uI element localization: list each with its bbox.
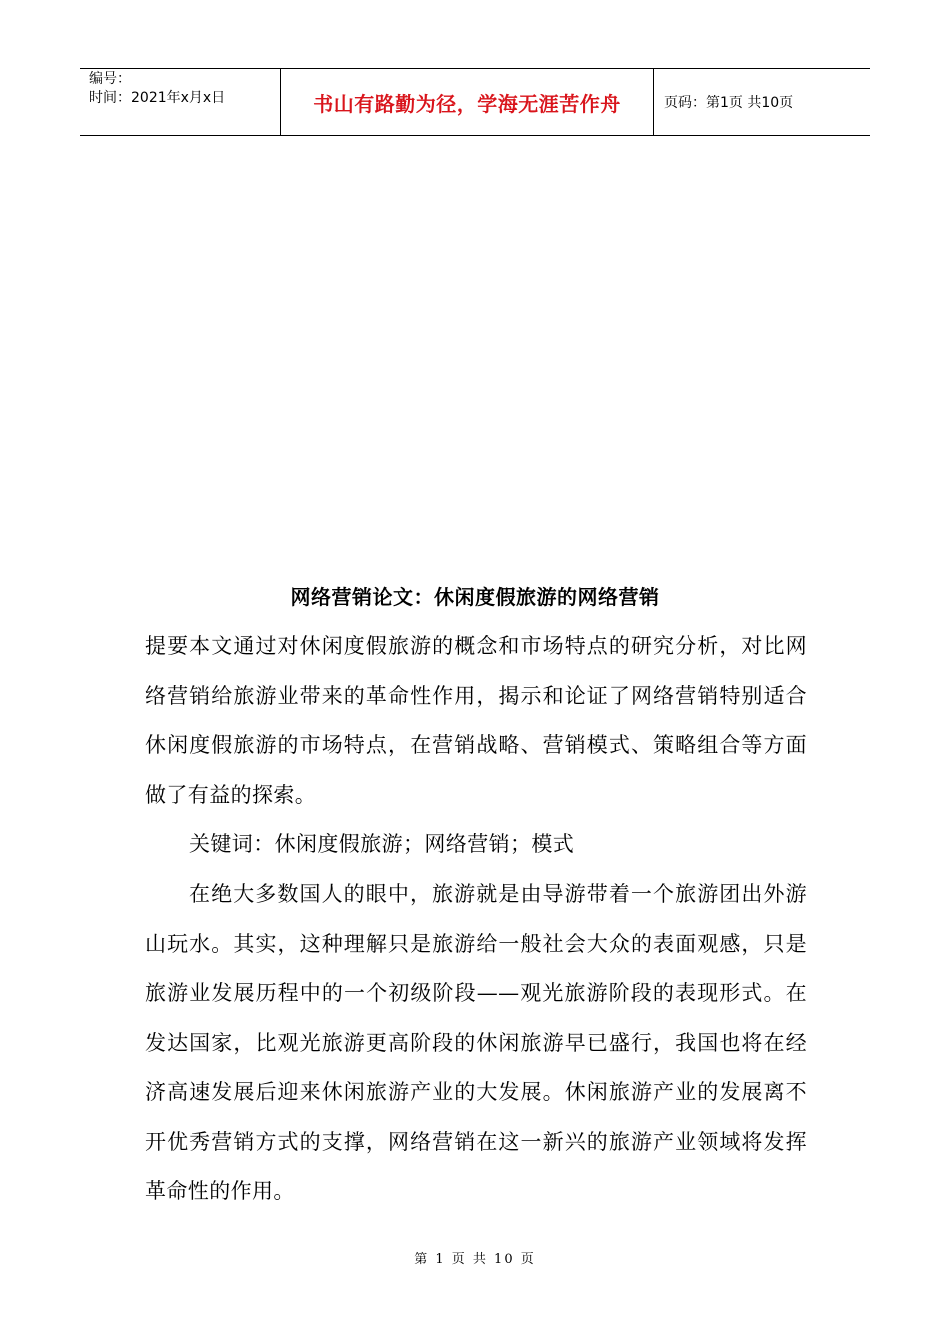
document-time-label: 时间：2021年x月x日: [89, 90, 226, 106]
document-title: 网络营销论文：休闲度假旅游的网络营销: [290, 585, 660, 609]
keywords-paragraph: [145, 820, 807, 870]
header-motto-cell: [281, 69, 654, 135]
abstract-text: 提要本文通过对休闲度假旅游的概念和市场特点的研究分析，对比网络营销给旅游业带来的革命性作用，揭示和论证了网络营销特别适合休闲度假旅游的市场特点，在营销战略、营销模式、策略组合等方面做了有益的探索。: [145, 634, 807, 807]
header-motto: 书山有路勤为径，学海无涯苦作舟: [313, 91, 621, 116]
body-paragraph-text: 在绝大多数国人的眼中，旅游就是由导游带着一个旅游团出外游山玩水。其实，这种理解只是旅游给一般社会大众的表面观感，只是旅游业发展历程中的一个初级阶段——观光旅游阶段的表现形式。在发达国家，比观光旅游更高阶段的休闲旅游早已盛行，我国也将在经济高速发展后迎来休闲旅游产业的大发展。休闲旅游产业的发展离不开优秀营销方式的支撑，网络营销在这一新兴的旅游产业领域将发挥革命性的作用。: [145, 882, 807, 1203]
document-number-label: 编号：: [89, 71, 131, 87]
page-footer: 第 1 页 共 10 页: [414, 1252, 536, 1267]
keywords-text: 关键词：休闲度假旅游；网络营销；模式: [189, 832, 575, 856]
header-page-cell: [654, 69, 870, 135]
header-page-label: 页码：第1页 共10页: [664, 95, 794, 111]
body-paragraph: [145, 870, 807, 1217]
header-meta-cell: [80, 69, 281, 135]
abstract-paragraph: [145, 622, 807, 820]
document-header: [80, 68, 870, 136]
